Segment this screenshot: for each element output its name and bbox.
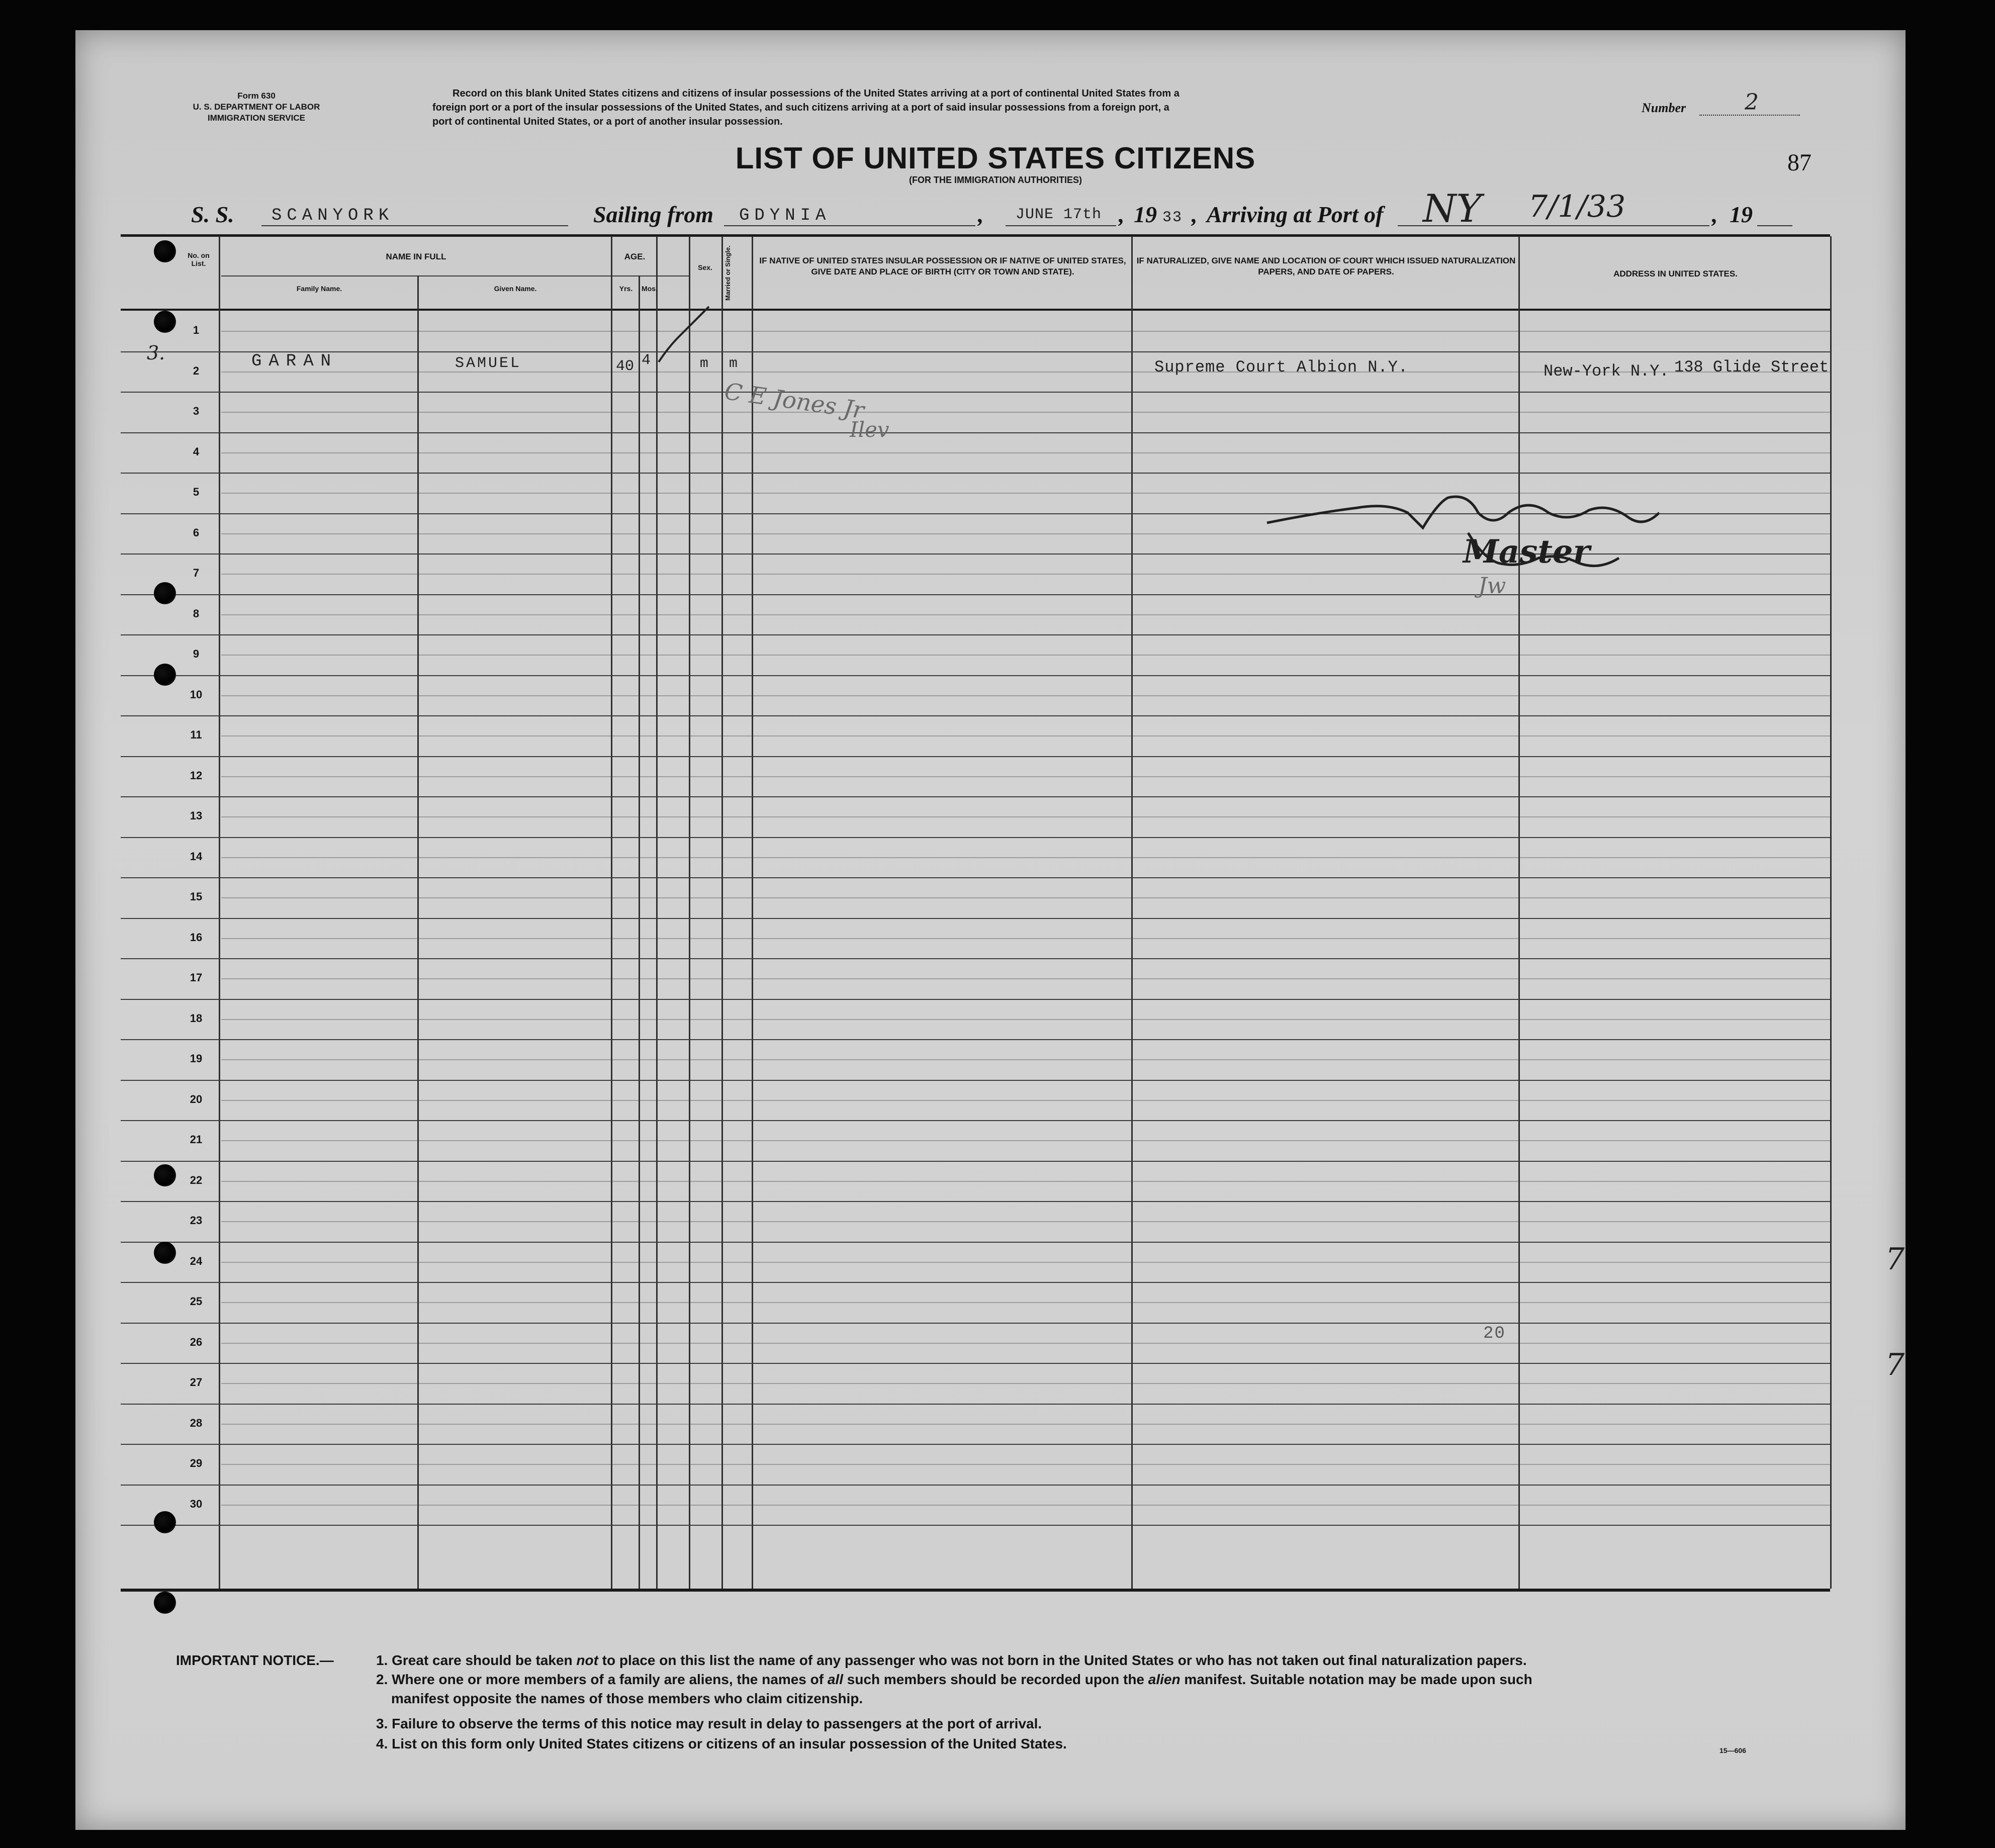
year-prefix: 19	[1134, 202, 1157, 227]
port-from-underline	[724, 225, 975, 226]
header-birth-info: IF NATIVE OF UNITED STATES INSULAR POSSESSION OR IF NATIVE OF UNITED STATES, GIVE DATE AND PLACE OF BIRTH (CITY OR TOWN AND STATE).	[759, 256, 1126, 276]
col-divider-given	[611, 236, 612, 1589]
age-check-mark	[654, 302, 714, 372]
number-label: Number	[1642, 101, 1686, 115]
passenger-address-city: New-York N.Y.	[1544, 362, 1669, 381]
passenger-address-street: 138 Glide Street	[1674, 358, 1829, 377]
row-mid-rule	[221, 695, 1830, 696]
header-given-name: Given Name.	[494, 285, 537, 293]
comma-3: ,	[1192, 202, 1198, 227]
row-rule	[121, 999, 1830, 1000]
punch-hole	[154, 664, 176, 686]
row-mid-rule	[221, 816, 1830, 817]
year-underline	[1757, 225, 1792, 226]
row-number: 12	[190, 769, 203, 782]
row-number: 23	[190, 1214, 203, 1227]
passenger-age-months: 4	[642, 352, 652, 369]
name-subheader-rule	[221, 275, 623, 276]
row-number: 27	[190, 1376, 203, 1389]
row-rule	[121, 877, 1830, 878]
row-rule	[121, 1363, 1830, 1364]
notice-item-2-continued: manifest opposite the names of those members who claim citizenship.	[391, 1691, 863, 1706]
notice-item-2-emphasis-2: alien	[1148, 1672, 1181, 1687]
col-divider-ms-birth	[752, 236, 753, 1589]
notice-item-1-emphasis: not	[576, 1652, 598, 1668]
passenger-sex: m	[700, 356, 709, 372]
row-mid-rule	[221, 1262, 1830, 1263]
manifest-page	[75, 30, 1906, 1830]
header-sex: Sex.	[698, 263, 712, 271]
row-number: 3	[193, 405, 200, 418]
form-number: Form 630	[237, 91, 276, 101]
margin-mark: 3.	[147, 342, 165, 364]
signature-initials: Jw	[1478, 573, 1506, 599]
row-rule	[121, 1080, 1830, 1081]
comma-2: ,	[1119, 202, 1125, 227]
notice-item-2-part-c: manifest. Suitable notation may be made upon such	[1180, 1672, 1532, 1687]
notice-item-2-part-a: 2. Where one or more members of a family are aliens, the names of	[376, 1672, 828, 1687]
row-mid-rule	[221, 1181, 1830, 1182]
arrival-port: NY	[1423, 186, 1482, 231]
passenger-family-name: GARAN	[251, 352, 338, 371]
service-name: IMMIGRATION SERVICE	[208, 113, 305, 123]
col-divider-naturalized	[1518, 236, 1520, 1589]
row-number: 1	[193, 324, 200, 337]
header-naturalization-info: IF NATURALIZED, GIVE NAME AND LOCATION OF COURT WHICH ISSUED NATURALIZATION PAPERS, AND DATE OF PAPERS.	[1136, 256, 1516, 276]
row-number: 25	[190, 1295, 203, 1308]
row-mid-rule	[221, 938, 1830, 939]
row-number: 14	[190, 850, 203, 863]
table-top-rule	[121, 234, 1830, 237]
notice-item-1-part-a: 1. Great care should be taken	[376, 1652, 577, 1668]
footer-code: 15—606	[1719, 1746, 1746, 1754]
row-rule	[121, 837, 1830, 838]
row-number: 4	[193, 445, 200, 458]
date-underline	[1006, 225, 1116, 226]
punch-hole	[154, 582, 176, 604]
header-family-name: Family Name.	[296, 285, 342, 293]
right-margin-mark-2: 7	[1885, 1347, 1905, 1382]
row-rule	[121, 1485, 1830, 1486]
stamp-number: 20	[1483, 1324, 1506, 1343]
header-bottom-rule	[121, 309, 1830, 311]
row-mid-rule	[221, 978, 1830, 979]
row-number: 18	[190, 1011, 203, 1025]
notice-item-3: 3. Failure to observe the terms of this notice may result in delay to passengers at the port of arrival.	[376, 1716, 1042, 1731]
year-label: 19	[1730, 202, 1753, 227]
passenger-naturalization: Supreme Court Albion N.Y.	[1154, 358, 1409, 377]
row-rule	[121, 634, 1830, 635]
row-mid-rule	[221, 857, 1830, 858]
row-number: 7	[193, 567, 200, 580]
col-divider-mos	[656, 236, 658, 1589]
ship-name-underline	[261, 225, 568, 226]
punch-hole	[154, 240, 176, 262]
ship-name: SCANYORK	[271, 206, 394, 225]
port-from: GDYNIA	[739, 206, 831, 225]
row-rule	[121, 796, 1830, 797]
arrival-date: 7/1/33	[1528, 189, 1626, 224]
inspector-note: C E Jones Jr	[722, 377, 866, 424]
row-rule	[121, 958, 1830, 959]
header-mos: Mos.	[642, 285, 658, 293]
row-number: 16	[190, 931, 203, 944]
row-mid-rule	[221, 897, 1830, 898]
row-mid-rule	[221, 1424, 1830, 1425]
row-number: 28	[190, 1416, 203, 1429]
row-rule	[121, 715, 1830, 716]
row-mid-rule	[221, 1302, 1830, 1303]
row-rule	[121, 918, 1830, 919]
row-number: 5	[193, 486, 200, 499]
form-identifier	[166, 90, 347, 124]
page-subtitle: (FOR THE IMMIGRATION AUTHORITIES)	[909, 175, 1082, 185]
header-address: ADDRESS IN UNITED STATES.	[1613, 269, 1738, 279]
notice-item-4: 4. List on this form only United States citizens or citizens of an insular possession of the United States.	[376, 1736, 1067, 1751]
row-mid-rule	[221, 1464, 1830, 1465]
right-margin-mark-1: 7	[1885, 1242, 1905, 1277]
inspector-note-2: Ilev	[850, 417, 889, 442]
row-mid-rule	[221, 331, 1830, 332]
row-number: 11	[190, 728, 202, 742]
punch-hole	[154, 1511, 176, 1533]
row-rule	[121, 1444, 1830, 1445]
ss-label: S. S.	[191, 202, 234, 227]
row-number: 17	[190, 971, 203, 984]
header-age: AGE.	[624, 252, 646, 261]
row-mid-rule	[221, 735, 1830, 736]
table-bottom-rule	[121, 1589, 1830, 1592]
row-mid-rule	[221, 614, 1830, 615]
row-mid-rule	[221, 1100, 1830, 1101]
row-number: 21	[190, 1133, 203, 1146]
intro-line-2: foreign port or a port of the insular possessions of the United States, and such citizens arriving at a port of said insular possessions from a foreign port, a	[432, 102, 1169, 113]
row-rule	[121, 756, 1830, 757]
row-rule	[121, 392, 1830, 393]
header-married-or-single: Married or Single.	[724, 245, 732, 301]
notice-item-2	[376, 1670, 1532, 1689]
row-number: 24	[190, 1254, 203, 1267]
row-rule	[121, 1161, 1830, 1162]
row-rule	[121, 1242, 1830, 1243]
intro-instructions	[432, 86, 1579, 129]
notice-item-2-emphasis-1: all	[827, 1672, 843, 1687]
row-rule	[121, 1525, 1830, 1526]
row-rule	[121, 432, 1830, 433]
signature-title: Master	[1463, 533, 1590, 571]
row-mid-rule	[221, 1140, 1830, 1141]
row-mid-rule	[221, 412, 1830, 413]
punch-hole	[154, 1164, 176, 1186]
row-mid-rule	[221, 1019, 1830, 1020]
row-number: 22	[190, 1173, 203, 1186]
notice-heading: IMPORTANT NOTICE.—	[176, 1652, 334, 1668]
row-number: 15	[190, 890, 203, 903]
row-number: 13	[190, 809, 203, 822]
punch-hole	[154, 1242, 176, 1264]
row-number: 9	[193, 648, 200, 661]
passenger-married: m	[729, 356, 739, 372]
notice-item-1	[376, 1651, 1527, 1670]
row-rule	[121, 1404, 1830, 1405]
comma-4: ,	[1712, 202, 1718, 227]
passenger-given-name: SAMUEL	[455, 355, 522, 372]
col-divider-no	[219, 236, 220, 1589]
col-divider-married	[721, 236, 723, 1589]
sailing-date: JUNE 17th	[1016, 206, 1102, 223]
row-mid-rule	[221, 1343, 1830, 1344]
row-mid-rule	[221, 1383, 1830, 1384]
row-rule	[121, 675, 1830, 676]
row-number: 26	[190, 1335, 203, 1348]
row-number: 29	[190, 1457, 203, 1470]
row-rule	[121, 1323, 1830, 1324]
row-number: 10	[190, 688, 203, 701]
row-rule	[121, 1282, 1830, 1283]
row-number: 2	[193, 364, 200, 377]
row-number: 20	[190, 1092, 203, 1105]
number-value: 2	[1745, 89, 1759, 115]
sailing-year: 33	[1162, 209, 1183, 226]
page-number: 87	[1787, 149, 1811, 176]
passenger-age-years: 40	[616, 358, 634, 375]
row-mid-rule	[221, 1221, 1830, 1222]
row-number: 6	[193, 526, 200, 539]
department-name: U. S. DEPARTMENT OF LABOR	[193, 102, 320, 112]
comma-1: ,	[978, 202, 984, 227]
header-no-on-list: No. on List.	[188, 251, 210, 267]
row-mid-rule	[221, 452, 1830, 453]
row-number: 30	[190, 1497, 203, 1510]
row-mid-rule	[221, 1505, 1830, 1506]
col-divider-sex	[689, 236, 690, 1589]
col-divider-birth	[1131, 236, 1133, 1589]
page-title: LIST OF UNITED STATES CITIZENS	[735, 141, 1256, 175]
header-name-in-full: NAME IN FULL	[386, 252, 446, 261]
row-rule	[121, 1039, 1830, 1040]
row-rule	[121, 1120, 1830, 1121]
intro-line-1: Record on this blank United States citizens and citizens of insular possessions of the United States arriving at a port of continental United States from a	[452, 88, 1180, 99]
row-number: 8	[193, 607, 200, 620]
intro-line-3: port of continental United States, or a port of another insular possession.	[432, 116, 783, 127]
row-number: 19	[190, 1052, 203, 1065]
punch-hole	[154, 311, 176, 333]
row-mid-rule	[221, 1059, 1830, 1060]
row-rule	[121, 473, 1830, 474]
col-divider-address	[1830, 236, 1832, 1589]
notice-item-1-part-b: to place on this list the name of any passenger who was not born in the United States or who has not taken out final naturalization papers.	[598, 1652, 1527, 1668]
header-yrs: Yrs.	[619, 285, 633, 293]
row-mid-rule	[221, 776, 1830, 777]
arriving-label: Arriving at Port of	[1207, 202, 1384, 227]
row-mid-rule	[221, 655, 1830, 656]
punch-hole	[154, 1592, 176, 1614]
notice-item-2-part-b: such members should be recorded upon the	[843, 1672, 1148, 1687]
row-rule	[121, 1201, 1830, 1202]
sailing-label: Sailing from	[593, 202, 714, 227]
row-rule	[121, 351, 1830, 352]
